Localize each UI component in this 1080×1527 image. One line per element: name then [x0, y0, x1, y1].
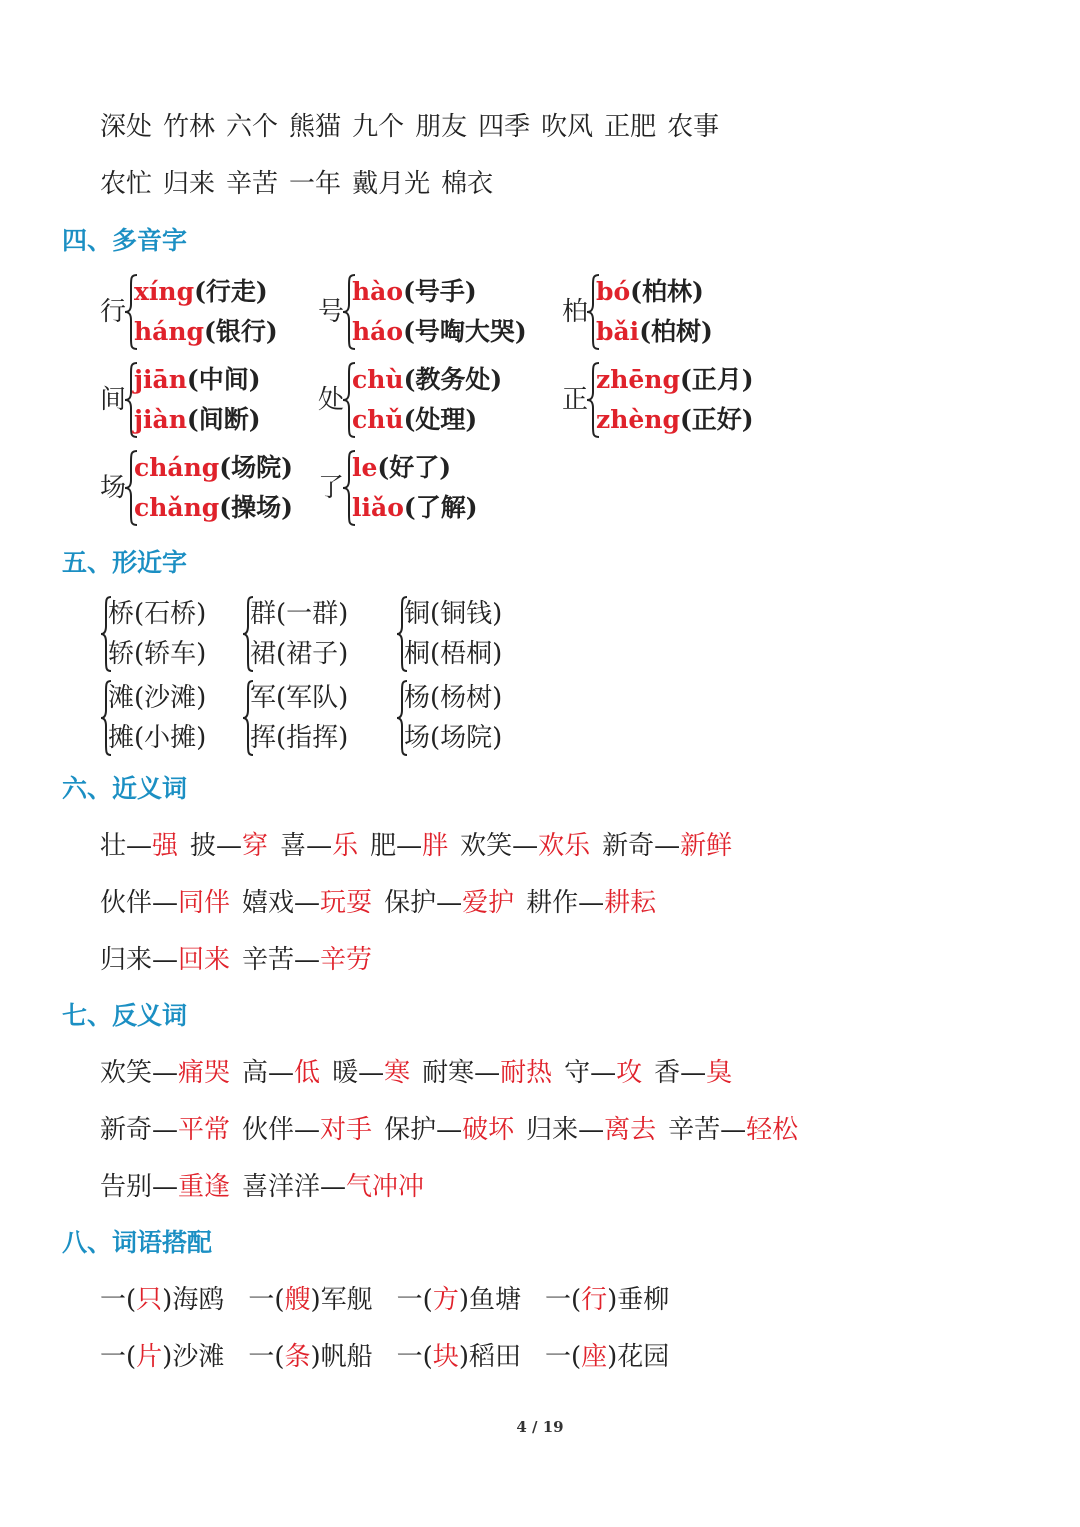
answer-word: 耕耘 [604, 888, 657, 918]
vocab-line-1 [100, 110, 730, 144]
word-pair [100, 1172, 230, 1202]
collocation-item [397, 1342, 521, 1372]
answer-word: 低 [294, 1058, 321, 1088]
base-word: 归来— [100, 945, 179, 975]
noun: )帆船 [310, 1342, 373, 1372]
pinyin: le [352, 453, 378, 482]
base-word: 新奇— [100, 1115, 179, 1145]
word-pair-line [100, 943, 384, 977]
page-number: 4 / 19 [516, 1418, 564, 1436]
polyphonic-char: 了 [318, 473, 345, 503]
base-word: 喜— [280, 831, 333, 861]
base-word: 归来— [526, 1115, 605, 1145]
answer-word: 臭 [706, 1058, 733, 1088]
similar-word: 摊(小摊) [108, 723, 207, 753]
polyphonic-reading [352, 448, 478, 488]
pinyin: jiān [134, 365, 187, 394]
pinyin: chǎng [134, 493, 220, 522]
section-title-similar: 五、形近字 [62, 548, 188, 577]
word-pair [280, 831, 358, 861]
example-word: (号啕大哭) [403, 317, 527, 346]
measure-word: 只 [136, 1285, 163, 1315]
vocab-word: 辛苦 [226, 169, 279, 199]
polyphonic-reading [134, 488, 293, 528]
example-word: (好了) [377, 453, 452, 482]
measure-word: 条 [284, 1342, 311, 1372]
answer-word: 痛哭 [178, 1058, 231, 1088]
similar-word: 群(一群) [250, 599, 349, 629]
word-pair [460, 831, 590, 861]
collocation-item [545, 1285, 669, 1315]
vocab-word: 竹林 [163, 112, 216, 142]
measure-word: 艘 [284, 1285, 311, 1315]
vocab-word: 农忙 [100, 169, 153, 199]
base-word: 暖— [332, 1058, 385, 1088]
polyphonic-reading [596, 360, 754, 400]
word-pair [242, 1115, 372, 1145]
measure-word: 行 [581, 1285, 608, 1315]
noun: )稻田 [458, 1342, 521, 1372]
measure-word: 方 [432, 1285, 459, 1315]
base-word: 保护— [384, 888, 463, 918]
polyphonic-reading [134, 312, 278, 352]
word-pair [242, 945, 372, 975]
base-word: 嬉戏— [242, 888, 321, 918]
base-word: 壮— [100, 831, 153, 861]
base-word: 高— [242, 1058, 295, 1088]
pinyin: bó [596, 277, 631, 306]
word-pair [526, 888, 656, 918]
vocab-word: 棉衣 [441, 169, 494, 199]
word-pair [100, 945, 230, 975]
polyphonic-char: 处 [318, 385, 345, 415]
section-title-polyphonic: 四、多音字 [62, 226, 188, 255]
vocab-word: 熊猫 [289, 112, 342, 142]
polyphonic-reading [134, 448, 293, 488]
similar-word: 军(军队) [250, 683, 349, 713]
example-word: (操场) [219, 493, 293, 522]
pinyin: háo [352, 317, 404, 346]
vocab-word: 正肥 [604, 112, 657, 142]
example-word: (处理) [403, 405, 478, 434]
noun: )军舰 [310, 1285, 373, 1315]
collocation-item [248, 1342, 372, 1372]
polyphonic-reading [134, 360, 261, 400]
word-pair [384, 888, 514, 918]
collocation-line [100, 1340, 693, 1374]
base-word: 喜洋洋— [242, 1172, 347, 1202]
example-word: (柏林) [630, 277, 704, 306]
base-word: 守— [564, 1058, 617, 1088]
section-title-antonyms: 七、反义词 [62, 1001, 188, 1030]
word-pair [100, 1115, 230, 1145]
pinyin: xíng [134, 277, 195, 306]
word-pair [242, 888, 372, 918]
answer-word: 回来 [178, 945, 231, 975]
numeral: 一( [248, 1285, 285, 1315]
polyphonic-char: 号 [318, 297, 345, 327]
numeral: 一( [544, 1342, 582, 1372]
answer-word: 重逢 [178, 1172, 231, 1202]
section-title-collocation: 八、词语搭配 [62, 1228, 213, 1257]
answer-word: 破坏 [462, 1115, 515, 1145]
vocab-word: 归来 [163, 169, 216, 199]
pinyin: hào [352, 277, 404, 306]
polyphonic-reading [596, 272, 713, 312]
answer-word: 对手 [320, 1115, 373, 1145]
word-pair [654, 1058, 732, 1088]
answer-word: 玩耍 [320, 888, 373, 918]
answer-word: 爱护 [462, 888, 515, 918]
base-word: 保护— [384, 1115, 463, 1145]
pinyin: zhèng [596, 405, 680, 434]
word-pair [564, 1058, 642, 1088]
base-word: 辛苦— [668, 1115, 747, 1145]
word-pair [668, 1115, 798, 1145]
numeral: 一( [396, 1342, 433, 1372]
pinyin: bǎi [596, 317, 640, 346]
polyphonic-char: 间 [100, 385, 127, 415]
numeral: 一( [100, 1342, 137, 1372]
collocation-line [100, 1283, 693, 1317]
base-word: 欢笑— [100, 1058, 179, 1088]
polyphonic-reading [352, 312, 527, 352]
example-word: (行走) [194, 277, 268, 306]
word-pair [190, 831, 268, 861]
base-word: 新奇— [602, 831, 681, 861]
example-word: (场院) [219, 453, 293, 482]
section-title-synonyms: 六、近义词 [62, 774, 188, 803]
word-pair [332, 1058, 410, 1088]
similar-word: 桐(梧桐) [404, 639, 503, 669]
similar-word: 轿(轿车) [108, 639, 207, 669]
example-word: (中间) [186, 365, 261, 394]
polyphonic-char: 正 [562, 385, 589, 415]
vocab-word: 朋友 [415, 112, 468, 142]
example-word: (了解) [403, 493, 478, 522]
pinyin: zhēng [596, 365, 680, 394]
collocation-item [100, 1285, 224, 1315]
answer-word: 耐热 [500, 1058, 553, 1088]
pinyin: háng [134, 317, 205, 346]
word-pair-line [100, 886, 668, 920]
answer-word: 乐 [332, 831, 359, 861]
answer-word: 轻松 [746, 1115, 799, 1145]
noun: )海鸥 [162, 1285, 225, 1315]
vocab-word: 农事 [667, 112, 720, 142]
pinyin: jiàn [134, 405, 187, 434]
numeral: 一( [544, 1285, 582, 1315]
base-word: 欢笑— [460, 831, 539, 861]
numeral: 一( [396, 1285, 433, 1315]
noun: )鱼塘 [458, 1285, 521, 1315]
similar-word: 杨(杨树) [404, 683, 503, 713]
vocab-word: 四季 [478, 112, 531, 142]
collocation-item [248, 1285, 372, 1315]
vocab-word: 六个 [226, 112, 279, 142]
word-pair [242, 1058, 320, 1088]
measure-word: 片 [136, 1342, 163, 1372]
word-pair [370, 831, 448, 861]
noun: )垂柳 [607, 1285, 670, 1315]
similar-word: 挥(指挥) [250, 723, 349, 753]
word-pair [100, 1058, 230, 1088]
base-word: 披— [190, 831, 243, 861]
example-word: (柏树) [639, 317, 713, 346]
answer-word: 穿 [242, 831, 269, 861]
word-pair [100, 831, 178, 861]
word-pair-line [100, 829, 744, 863]
polyphonic-char: 场 [100, 473, 127, 503]
answer-word: 攻 [616, 1058, 643, 1088]
base-word: 香— [654, 1058, 707, 1088]
pinyin: cháng [134, 453, 220, 482]
similar-word: 桥(石桥) [108, 599, 207, 629]
similar-word: 铜(铜钱) [404, 599, 503, 629]
pinyin: chù [352, 365, 404, 394]
vocab-word: 一年 [289, 169, 342, 199]
base-word: 告别— [100, 1172, 179, 1202]
vocab-word: 戴月光 [352, 169, 431, 199]
similar-word: 裙(裙子) [250, 639, 349, 669]
answer-word: 欢乐 [538, 831, 591, 861]
polyphonic-reading [352, 488, 478, 528]
vocab-line-2 [100, 167, 504, 201]
collocation-item [100, 1342, 224, 1372]
word-pair [384, 1115, 514, 1145]
vocab-word: 九个 [352, 112, 405, 142]
example-word: (间断) [186, 405, 261, 434]
answer-word: 强 [152, 831, 179, 861]
numeral: 一( [248, 1342, 285, 1372]
answer-word: 气冲冲 [346, 1172, 425, 1202]
example-word: (正月) [679, 365, 754, 394]
collocation-item [545, 1342, 669, 1372]
numeral: 一( [100, 1285, 137, 1315]
example-word: (银行) [204, 317, 278, 346]
word-pair [422, 1058, 552, 1088]
polyphonic-reading [596, 400, 754, 440]
word-pair-line [100, 1170, 436, 1204]
pinyin: liǎo [352, 493, 404, 522]
answer-word: 离去 [604, 1115, 657, 1145]
noun: )花园 [607, 1342, 670, 1372]
vocab-word: 吹风 [541, 112, 594, 142]
polyphonic-char: 行 [100, 297, 127, 327]
measure-word: 座 [581, 1342, 608, 1372]
base-word: 耐寒— [422, 1058, 501, 1088]
base-word: 伙伴— [242, 1115, 321, 1145]
polyphonic-reading [134, 272, 278, 312]
answer-word: 寒 [384, 1058, 411, 1088]
answer-word: 平常 [178, 1115, 231, 1145]
polyphonic-reading [352, 360, 502, 400]
word-pair [526, 1115, 656, 1145]
measure-word: 块 [432, 1342, 459, 1372]
similar-word: 场(场院) [404, 723, 503, 753]
answer-word: 同伴 [178, 888, 231, 918]
polyphonic-reading [596, 312, 713, 352]
word-pair-line [100, 1056, 744, 1090]
word-pair [100, 888, 230, 918]
polyphonic-reading [352, 272, 527, 312]
polyphonic-char: 柏 [562, 297, 589, 327]
similar-word: 滩(沙滩) [108, 683, 207, 713]
base-word: 肥— [370, 831, 423, 861]
polyphonic-reading [352, 400, 502, 440]
answer-word: 胖 [422, 831, 449, 861]
answer-word: 新鲜 [680, 831, 733, 861]
polyphonic-reading [134, 400, 261, 440]
base-word: 耕作— [526, 888, 605, 918]
answer-word: 辛劳 [320, 945, 373, 975]
pinyin: chǔ [352, 405, 404, 434]
example-word: (教务处) [403, 365, 503, 394]
base-word: 伙伴— [100, 888, 179, 918]
example-word: (正好) [679, 405, 754, 434]
word-pair-line [100, 1113, 810, 1147]
collocation-item [397, 1285, 521, 1315]
vocab-word: 深处 [100, 112, 153, 142]
word-pair [242, 1172, 424, 1202]
noun: )沙滩 [162, 1342, 225, 1372]
word-pair [602, 831, 732, 861]
base-word: 辛苦— [242, 945, 321, 975]
example-word: (号手) [403, 277, 477, 306]
